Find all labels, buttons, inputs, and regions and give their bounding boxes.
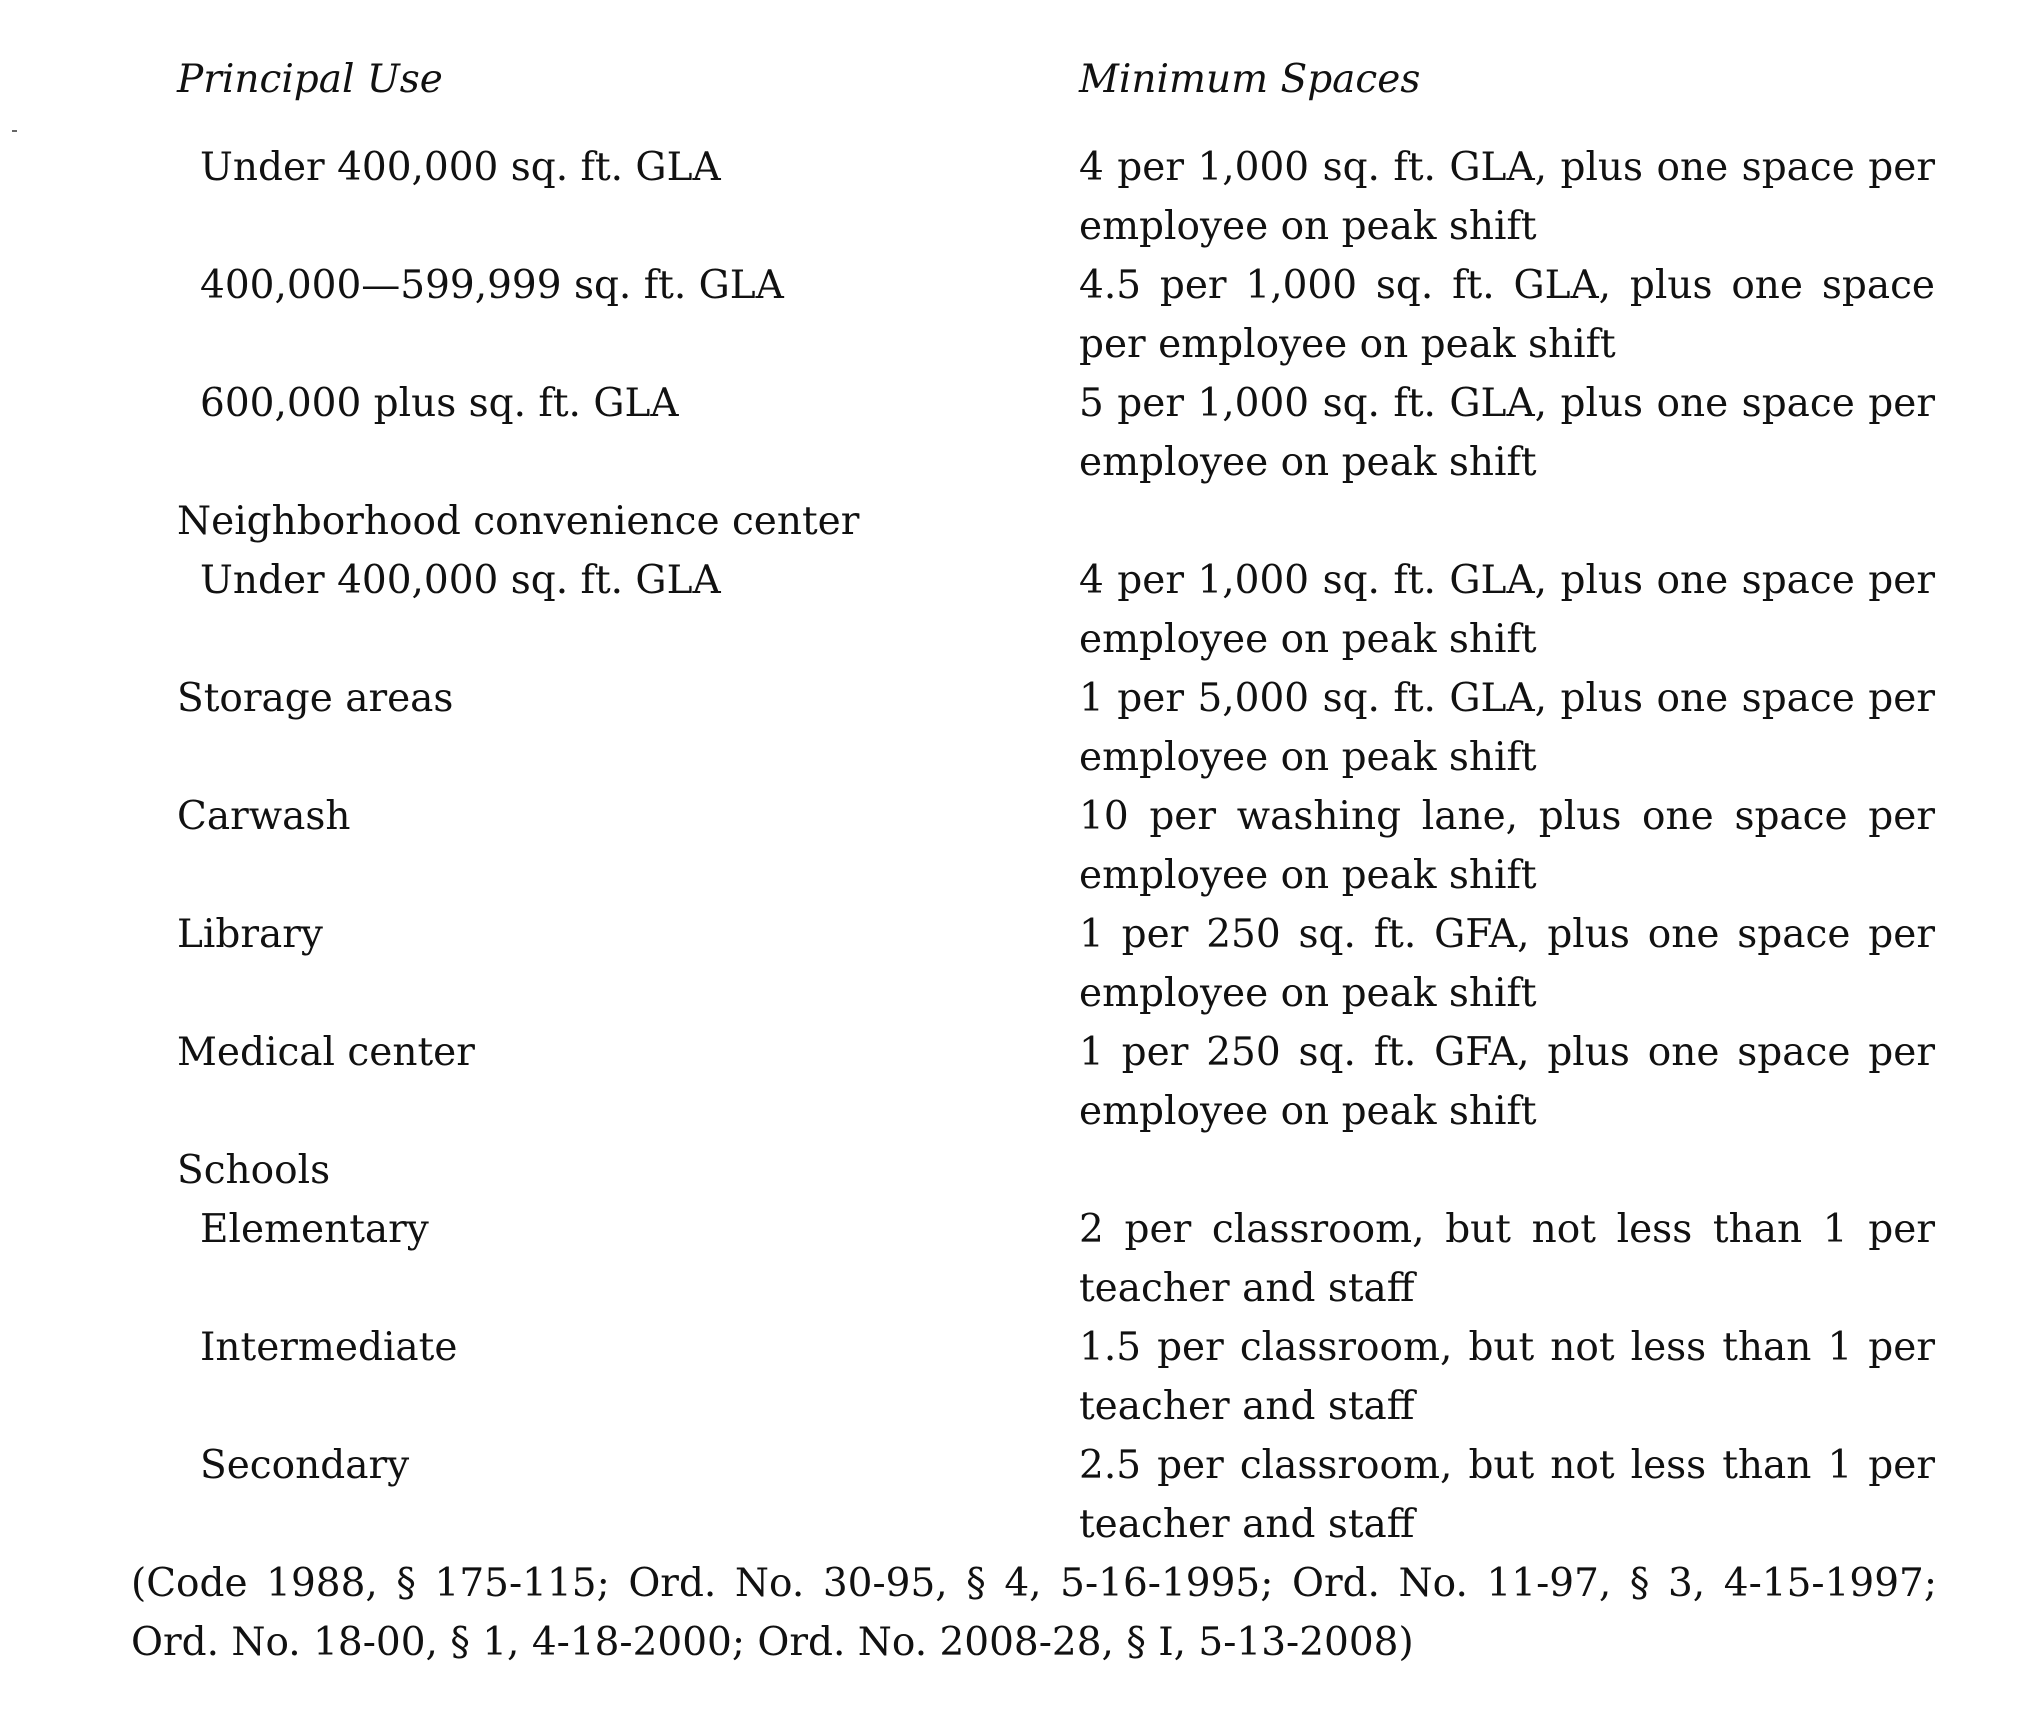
principal-use-cell: Library (177, 912, 323, 957)
principal-use-cell: Intermediate (200, 1325, 458, 1370)
legislative-history-citation: (Code 1988, § 175-115; Ord. No. 30-95, § 4, 5-16-1995; Ord. No. 11-97, § 3, 4-15-1997; Ord. No. 18-00, § 1, 4-18-2000; Ord. No. 2008-28, § I, 5-13-2008) (131, 1561, 1937, 1665)
minimum-spaces-cell: 1.5 per classroom, but not less than 1 per teacher and staff (1079, 1325, 1935, 1429)
principal-use-cell: Carwash (177, 794, 351, 839)
principal-use-cell: Storage areas (177, 676, 454, 721)
minimum-spaces-cell: 1 per 250 sq. ft. GFA, plus one space per employee on peak shift (1079, 912, 1935, 1016)
principal-use-cell: Under 400,000 sq. ft. GLA (200, 558, 721, 603)
principal-use-cell: 400,000—599,999 sq. ft. GLA (200, 263, 784, 308)
minimum-spaces-cell: 1 per 250 sq. ft. GFA, plus one space per employee on peak shift (1079, 1030, 1935, 1134)
principal-use-cell: Medical center (177, 1030, 475, 1075)
minimum-spaces-cell: 2 per classroom, but not less than 1 per teacher and staff (1079, 1207, 1935, 1311)
minimum-spaces-cell: 4 per 1,000 sq. ft. GLA, plus one space per employee on peak shift (1079, 145, 1935, 249)
column-header-principal-use: Principal Use (177, 57, 443, 102)
principal-use-cell: 600,000 plus sq. ft. GLA (200, 381, 679, 426)
minimum-spaces-cell: 4.5 per 1,000 sq. ft. GLA, plus one space per employee on peak shift (1079, 263, 1935, 367)
principal-use-group-heading: Schools (177, 1148, 331, 1193)
column-header-minimum-spaces: Minimum Spaces (1079, 57, 1421, 102)
scan-speck (12, 130, 17, 132)
minimum-spaces-cell: 1 per 5,000 sq. ft. GLA, plus one space per employee on peak shift (1079, 676, 1935, 780)
minimum-spaces-cell: 4 per 1,000 sq. ft. GLA, plus one space per employee on peak shift (1079, 558, 1935, 662)
minimum-spaces-cell: 2.5 per classroom, but not less than 1 per teacher and staff (1079, 1443, 1935, 1547)
principal-use-group-heading: Neighborhood convenience center (177, 499, 860, 544)
principal-use-cell: Secondary (200, 1443, 410, 1488)
principal-use-cell: Under 400,000 sq. ft. GLA (200, 145, 721, 190)
minimum-spaces-cell: 5 per 1,000 sq. ft. GLA, plus one space per employee on peak shift (1079, 381, 1935, 485)
minimum-spaces-cell: 10 per washing lane, plus one space per employee on peak shift (1079, 794, 1935, 898)
principal-use-cell: Elementary (200, 1207, 429, 1252)
